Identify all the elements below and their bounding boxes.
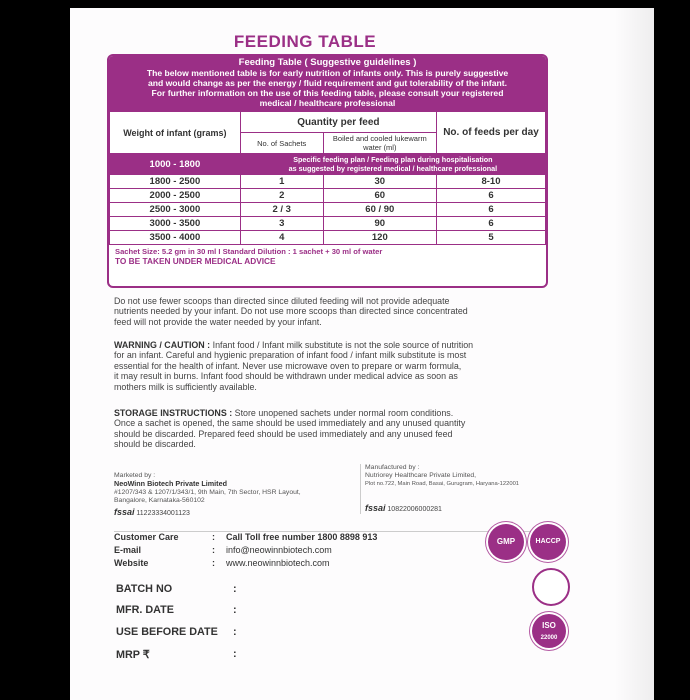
storage-text: Store unopened sachets under normal room conditions. [232,408,454,418]
special-feeding-row [110,154,546,175]
mrp-field [116,648,237,661]
marketer-block [114,472,354,518]
mfr-date-field [116,604,237,616]
storage-title: STORAGE INSTRUCTIONS : [114,408,233,418]
sachets-cell: 3 [240,217,323,231]
feeding-table-header [109,56,546,111]
marketer-name: NeoWinn Biotech Private Limited [114,479,227,488]
feeds-cell: 6 [437,203,546,217]
iso-badge-icon [532,614,566,648]
colon: : [212,532,215,542]
warning-title: WARNING / CAUTION : [114,340,211,350]
col-weight-header: Weight of infant (grams) [110,112,241,154]
colon: : [233,604,237,616]
marketer-heading: Marketed by : [114,472,156,479]
batch-no-label: BATCH NO [116,583,173,595]
iso-label: ISO [542,621,556,630]
website-value[interactable]: www.neowinnbiotech.com [226,558,330,568]
email-value[interactable]: info@neowinnbiotech.com [226,545,332,555]
weight-cell: 1800 - 2500 [110,175,241,189]
manufacturer-block [360,464,555,514]
gmp-badge-icon: GMP [488,524,524,560]
paragraph-line: for an infant. Careful and hygienic preparation of infant food / infant milk substitute is most [114,350,467,361]
water-cell: 60 / 90 [323,203,436,217]
special-plan-cell [240,154,545,175]
page-title: FEEDING TABLE [233,32,377,51]
feeding-table-box [107,54,548,288]
colon: : [212,558,215,568]
paragraph-line: should be discarded. [114,439,196,450]
feeding-table-heading: Feeding Table ( Suggestive guidelines ) [238,57,417,68]
paragraph-line: it may result in burns. Infant food should be withdrawn under medical advice as soon as [114,371,458,382]
col-quantity-header: Quantity per feed [240,112,436,133]
feeds-cell: 8-10 [437,175,546,189]
paragraph-line: feed will not provide the water needed by your infant. [114,316,322,327]
fssai-logo: fssai [114,507,135,517]
warning-paragraph [114,340,544,392]
website-row [114,558,434,570]
water-cell: 60 [323,189,436,203]
use-before-label: USE BEFORE DATE [116,626,218,638]
customer-care-row [114,532,434,544]
weight-cell: 2000 - 2500 [110,189,241,203]
scoops-paragraph [114,296,544,327]
customer-care-value: Call Toll free number 1800 8898 913 [226,532,378,542]
table-row [110,203,546,217]
paragraph-line: nutrients needed by your infant. Do not use more scoops than directed since concentrated [114,306,468,317]
storage-paragraph [114,408,544,450]
marketer-address-line: Bangalore, Karnataka-560102 [114,497,205,504]
paragraph-line [114,408,544,418]
paragraph-line: Once a sachet is opened, the same should be used immediately and any unused quantity [114,418,466,429]
iso-number: 22000 [540,635,558,641]
paragraph-line: mothers milk is sufficiently available. [114,381,257,392]
paragraph-line [114,340,544,350]
intro-line: medical / healthcare professional [259,98,396,108]
manufacturer-name: Nutriorey Healthcare Private Limited, [365,472,477,479]
website-label: Website [114,558,149,568]
feeds-cell: 6 [437,217,546,231]
email-label: E-mail [114,545,142,555]
feeds-cell: 6 [437,189,546,203]
water-cell: 90 [323,217,436,231]
table-row [110,175,546,189]
water-cell: 30 [323,175,436,189]
special-plan-line: Specific feeding plan / Feeding plan during hospitalisation [293,155,493,164]
manufacturer-address: Plot no.722, Main Road, Basai, Gurugram, Haryana-122001 [365,481,520,487]
colon: : [212,545,215,555]
product-label-page [70,8,654,700]
colon: : [233,648,237,660]
paragraph-line: essential for the health of infant. Never use microwave oven to prepare or warm formula, [114,360,462,371]
fssai-license-number: 11223334001123 [136,510,190,517]
fssai-logo: fssai [365,503,386,513]
sachets-cell: 2 [240,189,323,203]
manufacturer-heading: Manufactured by : [365,464,420,471]
paragraph-line: Do not use fewer scoops than directed since diluted feeding will not provide adequate [114,296,450,306]
table-row [110,217,546,231]
customer-care-label: Customer Care [114,532,179,542]
table-row [110,231,546,245]
colon: : [233,626,237,638]
sachets-cell: 1 [240,175,323,189]
sachet-size-note: Sachet Size: 5.2 gm in 30 ml I Standard Dilution : 1 sachet + 30 ml of water [115,247,383,256]
table-row [110,189,546,203]
mfr-date-label: MFR. DATE [116,604,174,616]
water-cell: 120 [323,231,436,245]
fssai-license-number: 10822006000281 [387,506,442,513]
haccp-badge-icon: HACCP [530,524,566,560]
col-water-header: Boiled and cooled lukewarm water (ml) [323,133,436,154]
mrp-label: MRP ₹ [116,649,150,661]
email-row [114,545,434,557]
weight-cell: 3500 - 4000 [110,231,241,245]
special-weight-range: 1000 - 1800 [110,154,241,175]
batch-no-field [116,583,237,595]
sachets-cell: 2 / 3 [240,203,323,217]
use-before-field [116,626,237,638]
intro-line: The below mentioned table is for early nutrition of infants only. This is purely suggestive [146,68,509,78]
sachets-cell: 4 [240,231,323,245]
weight-cell: 2500 - 3000 [110,203,241,217]
col-feeds-header: No. of feeds per day [437,112,546,154]
paragraph-line: should be discarded. Prepared feed should be used immediately and any unused feed [114,428,453,439]
col-sachets-header: No. of Sachets [240,133,323,154]
intro-line: and would change as per the energy / fluid requirement and gut tolerability of the infant. [147,78,508,88]
weight-cell: 3000 - 3500 [110,217,241,231]
colon: : [233,583,237,595]
page-shadow [614,8,654,700]
marketer-address-line: #1207/343 & 1207/1/343/1, 9th Main, 7th Sector, HSR Layout, [114,489,301,496]
feeds-cell: 5 [437,231,546,245]
warning-text: Infant food / Infant milk substitute is not the sole source of nutrition [210,340,474,350]
special-plan-line: as suggested by registered medical / healthcare professional [288,164,498,173]
intro-line: For further information on the use of this feeding table, please consult your registered [151,88,504,98]
medical-advice-note: TO BE TAKEN UNDER MEDICAL ADVICE [115,256,276,266]
halal-seal-icon [532,568,570,606]
feeding-table [109,111,546,245]
